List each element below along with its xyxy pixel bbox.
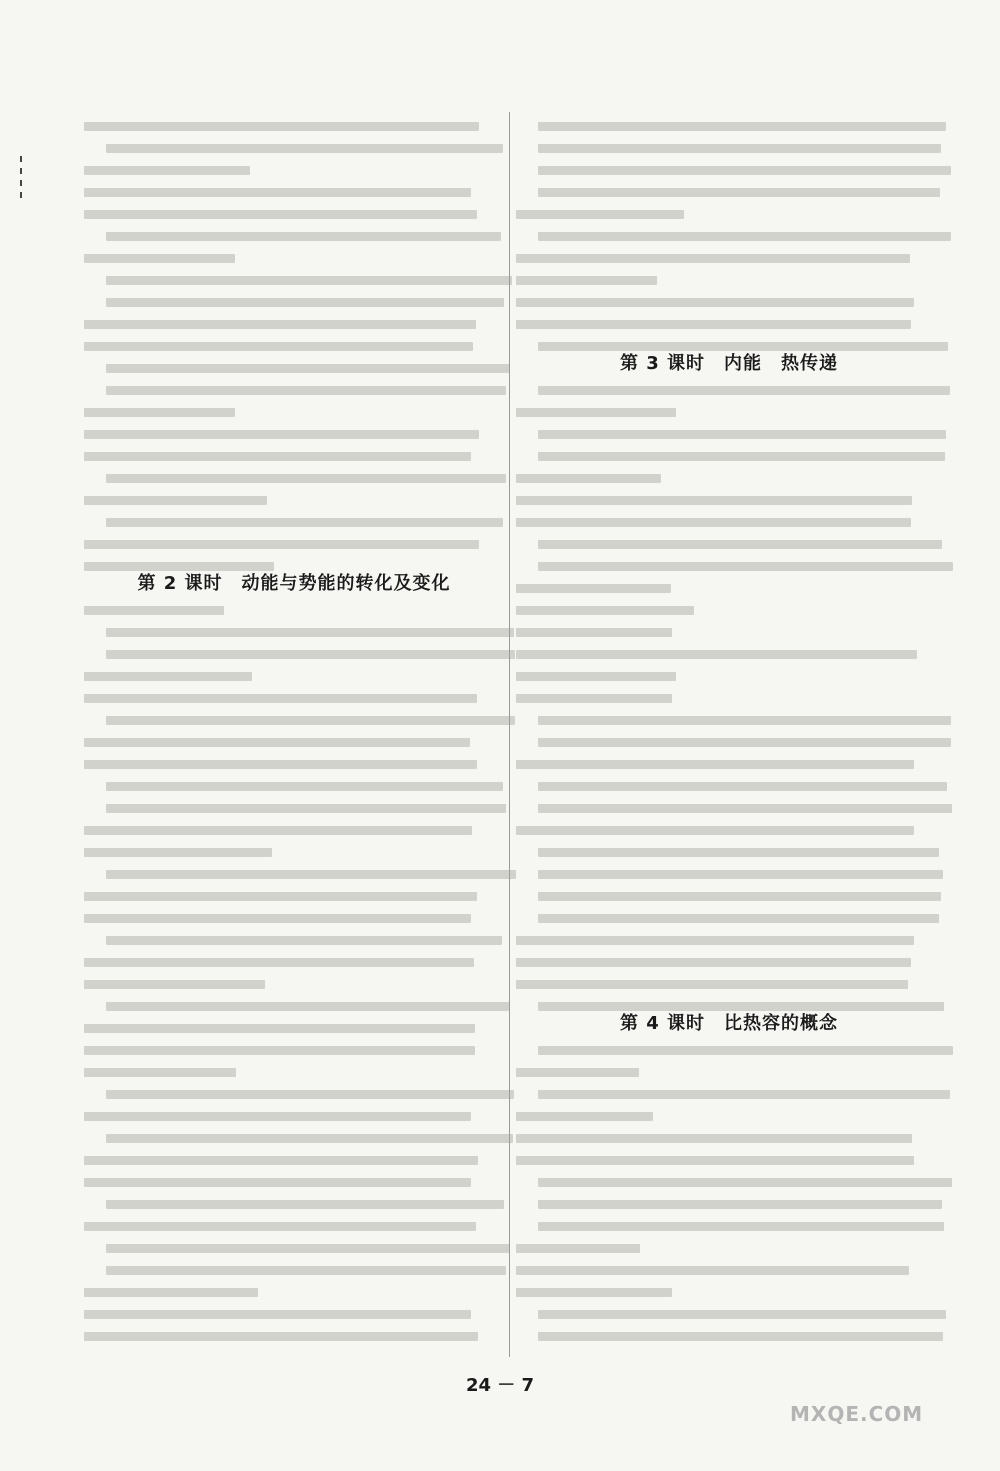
text-line-placeholder — [538, 1178, 952, 1187]
text-line-placeholder — [84, 760, 477, 769]
text-line-placeholder — [516, 474, 661, 483]
text-line-placeholder — [538, 430, 946, 439]
text-line-placeholder — [84, 188, 471, 197]
text-line-placeholder — [84, 672, 252, 681]
text-line-placeholder — [84, 408, 235, 417]
text-line-placeholder — [538, 540, 942, 549]
left-column — [84, 116, 504, 1353]
text-line-placeholder — [516, 1134, 912, 1143]
text-line-placeholder — [538, 122, 946, 131]
text-line-placeholder — [84, 166, 250, 175]
text-line-placeholder — [516, 606, 694, 615]
text-line-placeholder — [516, 496, 912, 505]
text-line-placeholder — [84, 738, 470, 747]
text-line-placeholder — [516, 584, 671, 593]
text-line-placeholder — [516, 1266, 909, 1275]
text-line-placeholder — [516, 276, 657, 285]
text-line-placeholder — [106, 1200, 504, 1209]
text-line-placeholder — [516, 298, 914, 307]
text-line-placeholder — [84, 892, 477, 901]
text-line-placeholder — [538, 144, 941, 153]
text-line-placeholder — [106, 782, 503, 791]
text-line-placeholder — [538, 386, 950, 395]
column-divider — [509, 112, 510, 1357]
text-line-placeholder — [106, 386, 506, 395]
text-line-placeholder — [516, 1112, 653, 1121]
text-line-placeholder — [516, 826, 914, 835]
text-line-placeholder — [106, 1266, 506, 1275]
text-line-placeholder — [106, 298, 504, 307]
text-line-placeholder — [106, 232, 501, 241]
text-line-placeholder — [516, 760, 914, 769]
text-line-placeholder — [516, 1288, 672, 1297]
text-line-placeholder — [84, 1112, 471, 1121]
text-line-placeholder — [538, 1200, 942, 1209]
text-line-placeholder — [106, 144, 503, 153]
text-line-placeholder — [516, 408, 676, 417]
page-number: 24 － 7 — [465, 1375, 535, 1396]
text-line-placeholder — [538, 452, 945, 461]
text-line-placeholder — [106, 1002, 509, 1011]
text-line-placeholder — [106, 870, 516, 879]
text-line-placeholder — [84, 1178, 471, 1187]
text-line-placeholder — [84, 452, 471, 461]
text-line-placeholder — [516, 210, 684, 219]
text-line-placeholder — [516, 1244, 640, 1253]
text-line-placeholder — [516, 518, 911, 527]
text-line-placeholder — [538, 716, 951, 725]
text-line-placeholder — [516, 694, 672, 703]
text-line-placeholder — [84, 254, 235, 263]
text-line-placeholder — [106, 1134, 513, 1143]
text-line-placeholder — [106, 650, 515, 659]
text-line-placeholder — [84, 430, 479, 439]
right-column — [516, 116, 942, 1353]
text-line-placeholder — [516, 672, 676, 681]
text-line-placeholder — [84, 914, 471, 923]
text-line-placeholder — [84, 1046, 475, 1055]
text-line-placeholder — [84, 1310, 471, 1319]
text-line-placeholder — [84, 958, 474, 967]
text-line-placeholder — [84, 496, 267, 505]
text-line-placeholder — [106, 474, 506, 483]
text-line-placeholder — [106, 1090, 514, 1099]
watermark-logo: MXQE.COM — [790, 1402, 924, 1426]
text-line-placeholder — [84, 210, 477, 219]
text-line-placeholder — [516, 628, 672, 637]
text-line-placeholder — [84, 1156, 478, 1165]
text-line-placeholder — [538, 870, 943, 879]
text-line-placeholder — [84, 1068, 236, 1077]
text-line-placeholder — [516, 1068, 639, 1077]
text-line-placeholder — [538, 1310, 946, 1319]
text-line-placeholder — [516, 650, 917, 659]
text-line-placeholder — [84, 826, 472, 835]
text-line-placeholder — [516, 980, 908, 989]
text-line-placeholder — [538, 892, 941, 901]
text-line-placeholder — [84, 1288, 258, 1297]
section-heading-lesson-4: 第 4 课时 比热容的概念 — [619, 1013, 839, 1034]
text-line-placeholder — [538, 562, 953, 571]
text-line-placeholder — [538, 1332, 943, 1341]
text-line-placeholder — [84, 980, 265, 989]
text-line-placeholder — [106, 364, 509, 373]
text-line-placeholder — [516, 936, 914, 945]
text-line-placeholder — [84, 1332, 478, 1341]
text-line-placeholder — [84, 606, 224, 615]
text-line-placeholder — [538, 188, 940, 197]
text-line-placeholder — [538, 1090, 950, 1099]
text-line-placeholder — [538, 1046, 953, 1055]
text-line-placeholder — [538, 804, 952, 813]
text-line-placeholder — [84, 1024, 475, 1033]
text-line-placeholder — [516, 1156, 914, 1165]
text-line-placeholder — [84, 122, 479, 131]
text-line-placeholder — [538, 1222, 944, 1231]
text-line-placeholder — [538, 738, 951, 747]
section-heading-lesson-3: 第 3 课时 内能 热传递 — [619, 353, 839, 374]
text-line-placeholder — [538, 782, 947, 791]
text-line-placeholder — [538, 1002, 944, 1011]
text-line-placeholder — [538, 848, 939, 857]
text-line-placeholder — [516, 254, 910, 263]
text-line-placeholder — [84, 1222, 476, 1231]
text-line-placeholder — [84, 694, 477, 703]
text-line-placeholder — [106, 716, 515, 725]
text-line-placeholder — [516, 958, 911, 967]
text-line-placeholder — [106, 518, 503, 527]
text-line-placeholder — [538, 342, 948, 351]
text-line-placeholder — [84, 848, 272, 857]
text-line-placeholder — [84, 320, 476, 329]
text-line-placeholder — [538, 232, 951, 241]
text-line-placeholder — [538, 166, 951, 175]
section-heading-lesson-2: 第 2 课时 动能与势能的转化及变化 — [137, 573, 451, 594]
text-line-placeholder — [106, 628, 514, 637]
text-line-placeholder — [84, 342, 473, 351]
text-line-placeholder — [106, 1244, 509, 1253]
text-line-placeholder — [516, 320, 911, 329]
text-line-placeholder — [106, 804, 506, 813]
text-line-placeholder — [84, 562, 274, 571]
text-line-placeholder — [106, 276, 512, 285]
scan-artifact — [18, 150, 25, 220]
text-line-placeholder — [106, 936, 502, 945]
text-line-placeholder — [538, 914, 939, 923]
text-line-placeholder — [84, 540, 479, 549]
